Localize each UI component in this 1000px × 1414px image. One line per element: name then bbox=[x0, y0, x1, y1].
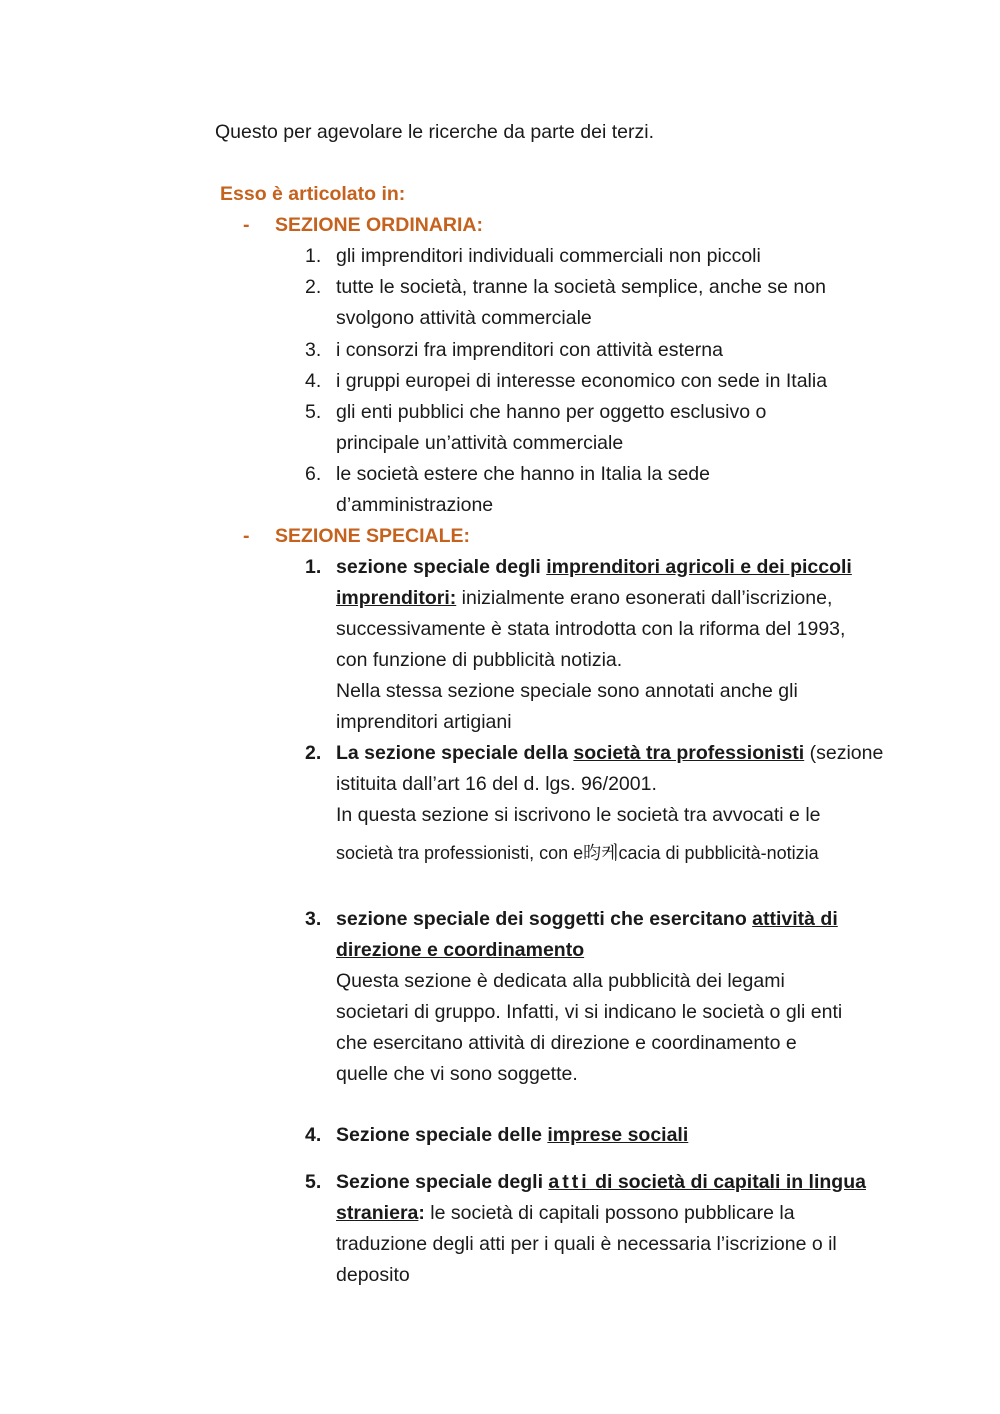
bold-text: Sezione speciale degli bbox=[336, 1171, 549, 1193]
underlined-bold-text: società tra professionisti bbox=[573, 742, 805, 764]
list-item-continued: deposito bbox=[336, 1264, 410, 1286]
list-item: le società estere che hanno in Italia la sede bbox=[336, 463, 710, 485]
list-item-continued: societari di gruppo. Infatti, vi si indicano le società o gli enti bbox=[336, 1001, 843, 1023]
list-item-continued: successivamente è stata introdotta con la riforma del 1993, bbox=[336, 618, 846, 640]
list-item-continued: principale un’attività commerciale bbox=[336, 432, 624, 454]
underlined-bold-text: imprenditori agricoli e dei piccoli bbox=[546, 556, 852, 578]
list-item-continued: società tra professionisti, con e昀케cacia di pubblicità-notizia bbox=[336, 843, 819, 863]
list-item: i consorzi fra imprenditori con attività esterna bbox=[336, 339, 723, 361]
list-item-continued: Nella stessa sezione speciale sono annotati anche gli bbox=[336, 680, 798, 702]
body-text: inizialmente erano esonerati dall’iscrizione, bbox=[456, 587, 833, 609]
list-item bbox=[336, 1167, 866, 1198]
intro-paragraph: Questo per agevolare le ricerche da parte dei terzi. bbox=[215, 121, 654, 143]
underlined-bold-text: imprenditori: bbox=[336, 587, 457, 609]
list-number: 2. bbox=[305, 276, 322, 298]
list-number: 5. bbox=[305, 1171, 322, 1193]
bold-text: sezione speciale degli bbox=[336, 556, 547, 578]
bold-text: Sezione speciale delle bbox=[336, 1124, 548, 1146]
list-number: 1. bbox=[305, 245, 322, 267]
underlined-bold-text: direzione e coordinamento bbox=[336, 939, 585, 961]
list-item bbox=[336, 1120, 688, 1151]
list-item-continued: quelle che vi sono soggette. bbox=[336, 1063, 578, 1085]
underlined-bold-text: attività di bbox=[752, 908, 838, 930]
list-item-continued bbox=[336, 1198, 795, 1229]
bold-text: : bbox=[418, 1202, 425, 1224]
body-text: (sezione bbox=[804, 742, 884, 764]
bold-text: La sezione speciale della bbox=[336, 742, 574, 764]
list-number: 4. bbox=[305, 370, 322, 392]
underlined-bold-text: imprese sociali bbox=[547, 1124, 689, 1146]
ordinaria-title: SEZIONE ORDINARIA: bbox=[275, 214, 484, 236]
list-item: gli imprenditori individuali commerciali non piccoli bbox=[336, 245, 761, 267]
speciale-title: SEZIONE SPECIALE: bbox=[275, 525, 471, 547]
list-item-continued: con funzione di pubblicità notizia. bbox=[336, 649, 623, 671]
list-number: 2. bbox=[305, 742, 322, 764]
list-number: 1. bbox=[305, 556, 322, 578]
section-heading: Esso è articolato in: bbox=[220, 183, 406, 205]
list-item-continued: d’amministrazione bbox=[336, 494, 494, 516]
list-item bbox=[336, 904, 838, 935]
list-item: i gruppi europei di interesse economico con sede in Italia bbox=[336, 370, 828, 392]
list-item-continued: istituita dall’art 16 del d. lgs. 96/2001. bbox=[336, 773, 657, 795]
list-item: gli enti pubblici che hanno per oggetto esclusivo o bbox=[336, 401, 767, 423]
list-item-continued: traduzione degli atti per i quali è necessaria l’iscrizione o il bbox=[336, 1233, 837, 1255]
list-item-continued: In questa sezione si iscrivono le società tra avvocati e le bbox=[336, 804, 821, 826]
list-number: 3. bbox=[305, 908, 322, 930]
list-item bbox=[336, 738, 883, 769]
list-item-continued: imprenditori artigiani bbox=[336, 711, 512, 733]
list-item-continued: svolgono attività commerciale bbox=[336, 307, 592, 329]
list-item: tutte le società, tranne la società semplice, anche se non bbox=[336, 276, 826, 298]
underlined-bold-text: di società di capitali in lingua bbox=[589, 1171, 866, 1193]
list-number: 5. bbox=[305, 401, 322, 423]
list-number: 3. bbox=[305, 339, 322, 361]
dash-bullet: - bbox=[243, 214, 250, 236]
underlined-spaced-text: atti bbox=[548, 1171, 590, 1193]
underlined-bold-text: straniera bbox=[336, 1202, 419, 1224]
list-item-continued bbox=[336, 583, 832, 614]
body-text: le società di capitali possono pubblicare la bbox=[424, 1202, 795, 1224]
bold-text: sezione speciale dei soggetti che esercitano bbox=[336, 908, 753, 930]
list-item bbox=[336, 552, 852, 583]
list-number: 4. bbox=[305, 1124, 322, 1146]
list-item-continued bbox=[336, 935, 584, 966]
dash-bullet: - bbox=[243, 525, 250, 547]
list-item-continued: Questa sezione è dedicata alla pubblicità dei legami bbox=[336, 970, 785, 992]
list-number: 6. bbox=[305, 463, 322, 485]
list-item-continued: che esercitano attività di direzione e coordinamento e bbox=[336, 1032, 797, 1054]
